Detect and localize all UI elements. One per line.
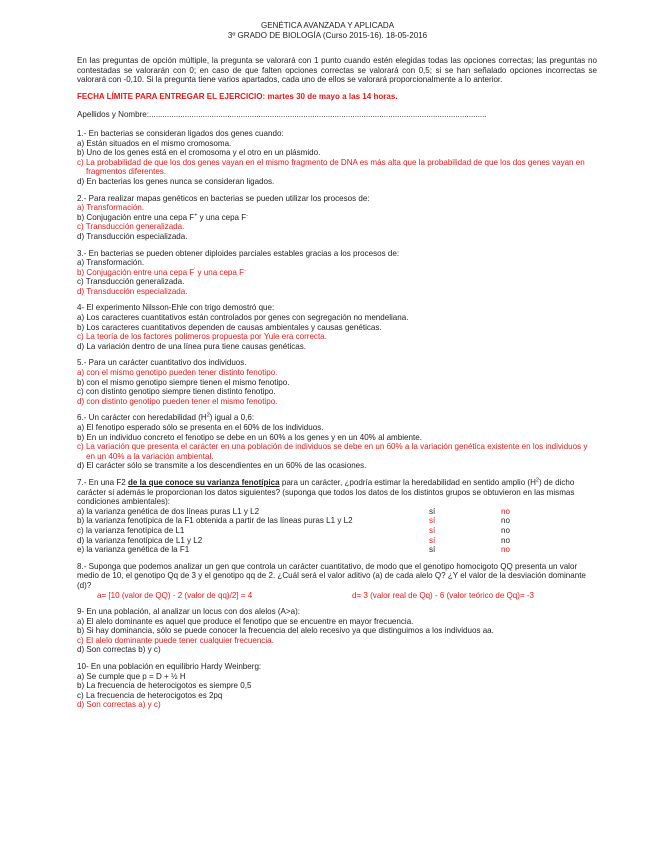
answer-row [77,516,597,526]
row-label: a) la varianza genética de dos líneas puras L1 y L2 [77,506,260,516]
option-c: c) Transducción generalizada. [77,277,185,287]
option-b-mid: y una cepa F [197,212,247,222]
option-c: c) La probabilidad de que los dos genes vayan en el mismo fragmento de DNA es más alta que la probabilidad de que los dos genes vayan en fragmentos diferentes. [77,157,585,177]
option-b: b) En un individuo concreto el fenotipo se debe en un 60% a los genes y en un 40% al ambiente. [77,432,422,442]
stem-underlined: de la que conoce su varianza fenotípica [128,477,280,487]
option-a: a) Transformación. [77,258,145,268]
instructions: En las preguntas de opción múltiple, la pregunta se valorará con 1 punto cuando estén elegidas todas las opciones correctas; las preguntas no contestadas se valorarán con 0; en caso de que falten opciones correctas se valorará con 0,5; si se han señalado opciones incorrectas se valorará con -0,10. Si la pregunta tiene varios apartados, cada uno de ellos se valorará proporcionalmente a lo anterior. [77,56,597,85]
question-stem [77,413,597,423]
row-label: c) la varianza fenotípica de L1 [77,525,185,535]
option-b-text: b) Conjugación entre una cepa F [77,212,195,222]
name-line: Apellidos y Nombre:....................................................................................................................................................... [77,110,487,120]
option-a: a) con el mismo genotipo pueden tener distinto fenotipo. [77,368,278,378]
superscript: - [244,267,246,274]
answer-no: no [501,545,510,555]
option-d: d) con distinto genotipo pueden tener el mismo fenotipo. [77,396,278,406]
answer-no: no [501,516,510,526]
question-3 [77,249,597,297]
option-d: d) El carácter sólo se transmite a los descendientes en un 60% de las ocasiones. [77,461,367,471]
option-a: a) Los caracteres cuantitativos están controlados por genes con segregación no mendeliana. [77,313,409,323]
option-a: a) El alelo dominante es aquel que produce el fenotipo que se encuentre en mayor frecuencia. [77,616,414,626]
answer-no: no [501,506,510,516]
answer-formulas [77,591,597,601]
question-9 [77,607,597,655]
superscript: 2 [206,412,210,419]
option-b: b) con el mismo genotipo siempre tienen el mismo fenotipo. [77,377,290,387]
question-1 [77,129,597,187]
answer-si: sí [429,516,436,526]
question-stem [77,478,597,507]
stem-text-mid: para un carácter, ¿podría estimar la heredabilidad en sentido amplio (H [279,477,536,487]
question-6 [77,413,597,471]
question-stem: 10- En una población en equilibrio Hardy Weinberg: [77,662,262,672]
row-label: d) la varianza fenotípica de L1 y L2 [77,535,203,545]
option-c: c) La frecuencia de heterocigotos es 2pq [77,690,223,700]
question-stem: 2.- Para realizar mapas genéticos en bacterias se pueden utilizar los procesos de: [77,193,370,203]
option-b [77,268,597,278]
option-a: a) Transformación. [77,203,145,213]
option-d: d) La variación dentro de una línea pura tiene causas genéticas. [77,341,307,351]
option-b: b) Los caracteres cuantitativos dependen de causas ambientales y causas genéticas. [77,322,382,332]
formula-a: a= [10 (valor de QQ) - 2 (valor de qq)/2] = 4 [97,590,253,600]
superscript: 2 [535,477,539,484]
option-c: c) Transducción generalizada. [77,222,185,232]
superscript: + [194,212,198,219]
superscript: - [246,212,249,219]
question-stem: 1.- En bacterias se consideran ligados dos genes cuando: [77,128,284,138]
option-a: a) Se cumple que p = D + ½ H [77,671,186,681]
answer-si: sí [429,506,436,516]
option-a: a) El fenotipo esperado sólo se presenta en el 60% de los individuos. [77,423,324,432]
question-7 [77,478,597,555]
question-stem: 3.- En bacterias se pueden obtener diploides parciales estables gracias a los procesos de: [77,248,400,258]
question-stem: 4- El experimento Nilsson-Ehle con trigo demostró que: [77,303,275,313]
question-5 [77,358,597,406]
formula-d: d= 3 (valor real de Qq) - 6 (valor teórico de Qq)= -3 [352,590,535,600]
option-c: c) La variación que presenta el carácter en una población de individuos se debe en un 60% a la variación genética existente en los individuos y en un 40% a la variación ambiental. [77,442,588,461]
option-b [77,213,597,223]
option-b: b) Si hay dominancia, sólo se puede conocer la frecuencia del alelo recesivo ya que distinguimos a los individuos aa. [77,626,494,636]
option-b: b) La frecuencia de heterocigotos es siempre 0,5 [77,681,252,691]
answer-row [77,545,597,555]
option-d: d) En bacterias los genes nunca se consideran ligados. [77,176,275,186]
option-d: d) Son correctas b) y c) [77,645,161,655]
question-stem: 5.- Para un carácter cuantitativo dos individuos. [77,358,247,368]
answer-table [77,507,597,555]
course-subtitle: 3º GRADO DE BIOLOGÍA (Curso 2015-16). 18-05-2016 [227,31,428,40]
question-stem: 9- En una población, al analizar un locus con dos alelos (A>a): [77,607,300,617]
option-a: a) Están situados en el mismo cromosoma. [77,138,232,148]
answer-row [77,507,597,517]
stem-text-end: ) de dicho carácter si además le proporcionan los datos siguientes? (suponga que todos los datos de los distintos grupos se obtuvieron en las mismas condiciones ambientales): [77,477,575,507]
deadline: FECHA LÍMITE PARA ENTREGAR EL EJERCICIO: martes 30 de mayo a las 14 horas. [77,91,398,101]
option-b-text: b) Conjugación entre una cepa F [77,267,195,277]
question-8 [77,562,597,600]
question-2 [77,194,597,242]
answer-no: no [501,535,510,545]
question-10 [77,662,597,710]
option-d: d) Transducción especializada. [77,286,188,296]
option-c: c) El alelo dominante puede tener cualquier frecuencia. [77,635,274,645]
stem-text: 7.- En una F2 [77,477,128,487]
question-4 [77,303,597,351]
answer-si: sí [429,545,436,555]
option-d: d) Transducción especializada. [77,231,188,241]
row-label: b) la varianza fenotípica de la F1 obtenida a partir de las líneas puras L1 y L2 [77,516,353,526]
answer-row [77,536,597,546]
answer-row [77,526,597,536]
stem-text-end: ) igual a 0,6: [209,413,255,423]
option-b-mid: y una cepa F [195,267,245,277]
answer-si: sí [429,535,436,545]
answer-no: no [501,525,510,535]
stem-text: 6.- Un carácter con heredabilidad (H [77,413,207,423]
answer-si: sí [429,525,436,535]
question-stem: 8.- Suponga que podemos analizar un gen que controla un carácter cuantitativo, de modo que el genotipo homocigoto QQ presenta un valor medio de 10, el genotipo Qq de 3 y el genotipo qq de 2. ¿Cuál será el valor aditivo (a) de cada alelo Q? ¿Y el valor de la desviación dominante (d)? [77,561,586,590]
exam-content [77,56,597,717]
option-c: c) La teoría de los factores polímeros propuesta por Yule era correcta. [77,332,327,342]
header [0,21,655,41]
superscript: ' [194,267,196,274]
option-b: b) Uno de los genes está en el cromosoma y el otro en un plásmido. [77,148,321,158]
option-d: d) Son correctas a) y c) [77,700,161,710]
course-title: GENÉTICA AVANZADA Y APLICADA [260,21,395,30]
row-label: e) la varianza genética de la F1 [77,545,190,555]
option-c: c) con distinto genotipo siempre tienen distinto fenotipo. [77,387,276,397]
